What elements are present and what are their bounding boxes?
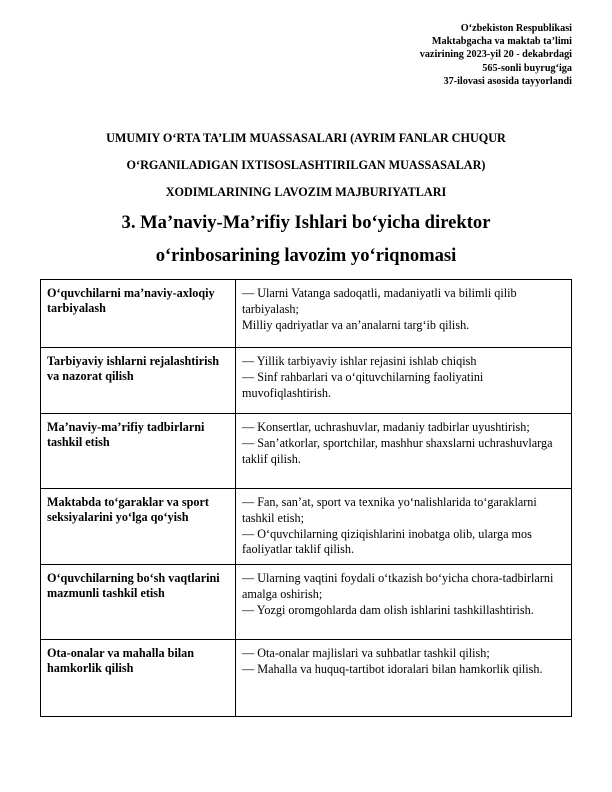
header-line: vazirining 2023-yil 20 - dekabrdagi bbox=[419, 49, 572, 61]
duty-item: — Fan, san’at, sport va texnika yo‘nalishlarida to‘garaklarni tashkil etish; bbox=[242, 495, 537, 525]
responsibility-cell: Maktabda to‘garaklar va sport seksiyalarini yo‘lga qo‘yish bbox=[41, 489, 236, 565]
table-row bbox=[41, 348, 572, 414]
approval-header bbox=[420, 22, 572, 88]
duties-cell bbox=[236, 565, 572, 640]
doc-title-line: 3. Ma’naviy-Ma’rifiy Ishlari bo‘yicha direktor bbox=[121, 212, 491, 233]
duties-cell bbox=[236, 280, 572, 348]
document-title bbox=[40, 206, 572, 272]
table-row bbox=[41, 489, 572, 565]
responsibility-cell: O‘quvchilarning bo‘sh vaqtlarini mazmunli tashkil etish bbox=[41, 565, 236, 640]
responsibility-cell: O‘quvchilarni ma’naviy-axloqiy tarbiyalash bbox=[41, 280, 236, 348]
duty-item: — Sinf rahbarlari va o‘qituvchilarning faoliyatini muvofiqlashtirish. bbox=[242, 369, 484, 400]
table-row bbox=[41, 565, 572, 640]
responsibility-cell: Tarbiyaviy ishlarni rejalashtirish va nazorat qilish bbox=[41, 348, 236, 414]
organization-title bbox=[40, 125, 572, 206]
duties-cell bbox=[236, 348, 572, 414]
duty-item: Milliy qadriyatlar va an’analarni targ‘ib qilish. bbox=[242, 317, 470, 332]
responsibility-cell: Ota-onalar va mahalla bilan hamkorlik qilish bbox=[41, 640, 236, 717]
duty-item: — Ota-onalar majlislari va suhbatlar tashkil qilish; bbox=[242, 646, 490, 660]
duties-cell bbox=[236, 414, 572, 489]
duty-item: — Ularni Vatanga sadoqatli, madaniyatli va bilimli qilib tarbiyalash; bbox=[242, 286, 517, 316]
duty-item: — Yozgi oromgohlarda dam olish ishlarini tashkillashtirish. bbox=[242, 602, 534, 617]
duty-item: — San’atkorlar, sportchilar, mashhur shaxslarni uchrashuvlarga taklif qilish. bbox=[242, 435, 553, 466]
duty-item: — Ularning vaqtini foydali o‘tkazish bo‘yicha chora-tadbirlarni amalga oshirish; bbox=[242, 571, 554, 601]
org-title-line: O‘RGANILADIGAN IXTISOSLASHTIRILGAN MUASSASALAR) bbox=[126, 158, 486, 172]
org-title-line: UMUMIY O‘RTA TA’LIM MUASSASALARI (AYRIM FANLAR CHUQUR bbox=[106, 131, 506, 145]
duty-item: — Yillik tarbiyaviy ishlar rejasini ishlab chiqish bbox=[242, 354, 477, 368]
header-line: Maktabgacha va maktab ta’limi bbox=[431, 36, 572, 48]
table-row bbox=[41, 640, 572, 717]
duties-table bbox=[40, 279, 572, 717]
duty-item: — Konsertlar, uchrashuvlar, madaniy tadbirlar uyushtirish; bbox=[242, 420, 530, 434]
table-row bbox=[41, 414, 572, 489]
duties-cell bbox=[236, 640, 572, 717]
duty-item: — O‘quvchilarning qiziqishlarini inobatga olib, ularga mos faoliyatlar taklif qilish. bbox=[242, 526, 532, 557]
header-line: O‘zbekiston Respublikasi bbox=[460, 23, 572, 34]
doc-title-line: o‘rinbosarining lavozim yo‘riqnomasi bbox=[155, 245, 457, 266]
org-title-line: XODIMLARINING LAVOZIM MAJBURIYATLARI bbox=[165, 185, 447, 199]
header-line: 565-sonli buyrug‘iga bbox=[482, 62, 572, 74]
table-row bbox=[41, 280, 572, 348]
duty-item: — Mahalla va huquq-tartibot idoralari bilan hamkorlik qilish. bbox=[242, 661, 543, 676]
duties-cell bbox=[236, 489, 572, 565]
responsibility-cell: Ma’naviy-ma’rifiy tadbirlarni tashkil etish bbox=[41, 414, 236, 489]
header-line: 37-ilovasi asosida tayyorlandi bbox=[443, 75, 572, 87]
